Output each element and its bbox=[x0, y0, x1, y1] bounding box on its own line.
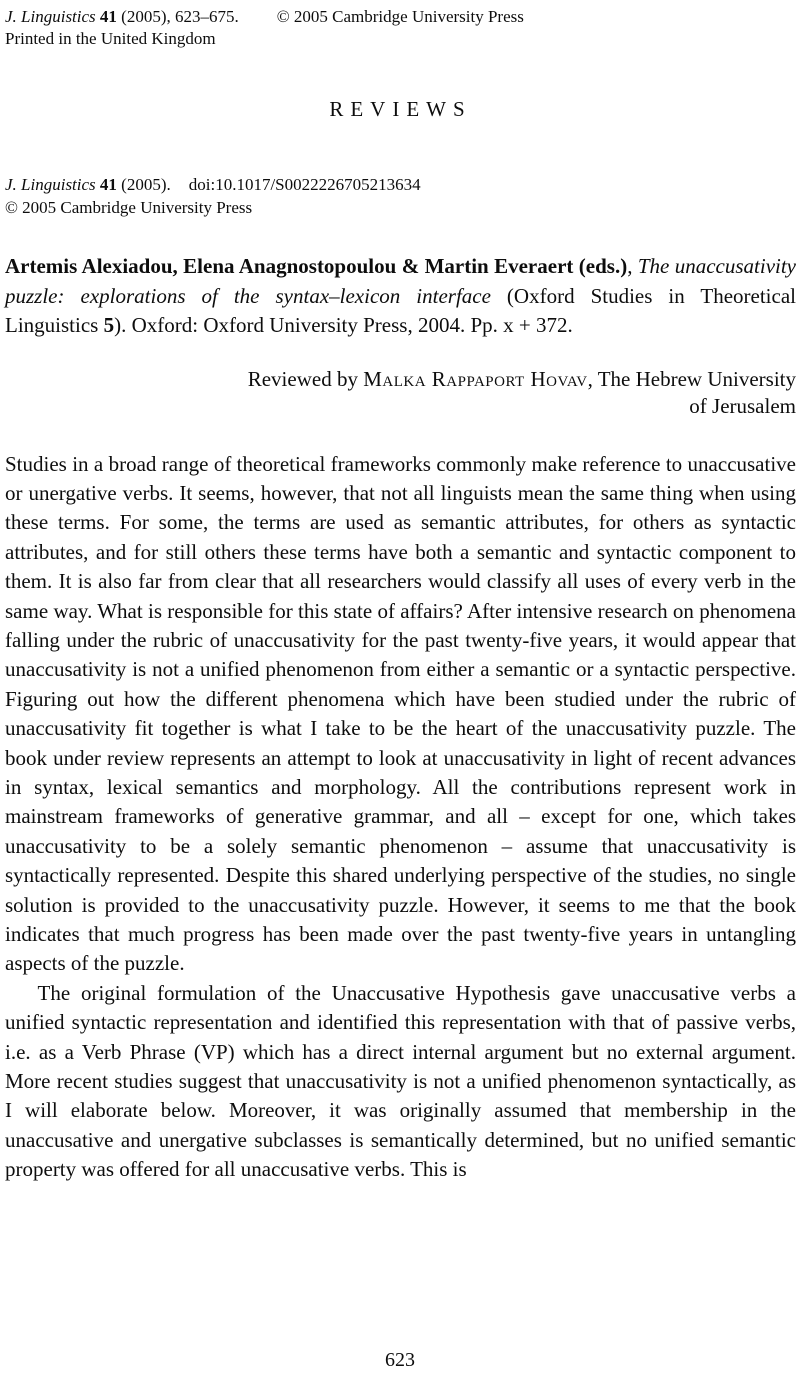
issue-info: (2005). bbox=[116, 175, 171, 194]
article-header bbox=[5, 173, 796, 219]
journal-name: J. Linguistics bbox=[5, 7, 100, 26]
article-header-line1 bbox=[5, 173, 796, 196]
citation-series: (Oxford Studies in Theoretical Linguistics bbox=[5, 283, 796, 337]
issue-pages: (2005), 623–675. bbox=[116, 7, 239, 26]
citation-editors: Artemis Alexiadou, Elena Anagnostopoulou & Martin Everaert (eds.) bbox=[5, 254, 628, 278]
copyright-notice: © 2005 Cambridge University Press bbox=[276, 7, 524, 26]
running-head-line1 bbox=[5, 6, 796, 28]
body-paragraph-1: Studies in a broad range of theoretical frameworks commonly make reference to unaccusative or unergative verbs. It seems, however, that not all linguists mean the same thing when using these terms. For some, the terms are used as semantic attributes, for others as syntactic attributes, and for still others these terms have both a semantic and syntactic component to them. It is also far from clear that all researchers would classify all uses of every verb in the same way. What is responsible for this state of affairs? After intensive research on phenomena falling under the rubric of unaccusativity for the past twenty-five years, it would appear that unaccusativity is not a unified phenomenon from either a semantic or a syntactic perspective. Figuring out how the different phenomena which have been studied under the rubric of unaccusativity fit together is what I take to be the heart of the unaccusativity puzzle. The book under review represents an attempt to look at unaccusativity in light of recent advances in syntax, lexical semantics and morphology. All the contributions represent work in mainstream frameworks of generative grammar, and all – except for one, which takes unaccusativity to be a solely semantic phenomenon – assume that unaccusativity is syntactically represented. Despite this shared underlying perspective of the studies, no single solution is provided to the unaccusativity puzzle. However, it seems to me that the book indicates that much progress has been made over the past twenty-five years in untangling aspects of the puzzle. bbox=[5, 451, 796, 976]
journal-name: J. Linguistics bbox=[5, 175, 100, 194]
citation-series-number: 5 bbox=[103, 313, 115, 337]
page-number: 623 bbox=[385, 1349, 415, 1371]
reviewer-name: Malka Rappaport Hovav bbox=[363, 366, 588, 391]
body-paragraph-2: The original formulation of the Unaccusative Hypothesis gave unaccusative verbs a unified syntactic representation and identified this representation with that of passive verbs, i.e. as a Verb Phrase (VP) which has a direct internal argument but no external argument. More recent studies suggest that unaccusativity is not a unified phenomenon syntactically, as I will elaborate below. Moreover, it was originally assumed that membership in the unaccusative and unergative subclasses is semantically determined, but no unified semantic property was offered for all unaccusative verbs. This is bbox=[5, 980, 796, 1182]
reviewed-by-label: Reviewed by bbox=[247, 366, 364, 391]
copyright-notice: © 2005 Cambridge University Press bbox=[5, 198, 253, 217]
citation-book-title: The unaccusativity puzzle: explorations of the syntax–lexicon interface bbox=[5, 254, 797, 308]
review-body bbox=[5, 450, 796, 1185]
section-title: REVIEWS bbox=[329, 97, 472, 121]
volume-number: 41 bbox=[99, 7, 117, 26]
reviewer-line1 bbox=[5, 366, 796, 394]
citation-separator: , bbox=[627, 254, 638, 278]
reviewer-attribution bbox=[5, 366, 796, 421]
reviewer-affiliation: , The Hebrew University bbox=[587, 366, 796, 391]
doi-text: doi:10.1017/S0022226705213634 bbox=[188, 175, 421, 194]
printed-in-notice: Printed in the United Kingdom bbox=[5, 29, 216, 48]
running-head bbox=[5, 6, 796, 50]
volume-number: 41 bbox=[99, 175, 117, 194]
reviewer-line2: of Jerusalem bbox=[689, 394, 796, 418]
book-citation bbox=[5, 252, 796, 341]
citation-publisher: ). Oxford: Oxford University Press, 2004. Pp. x + 372. bbox=[114, 313, 573, 337]
